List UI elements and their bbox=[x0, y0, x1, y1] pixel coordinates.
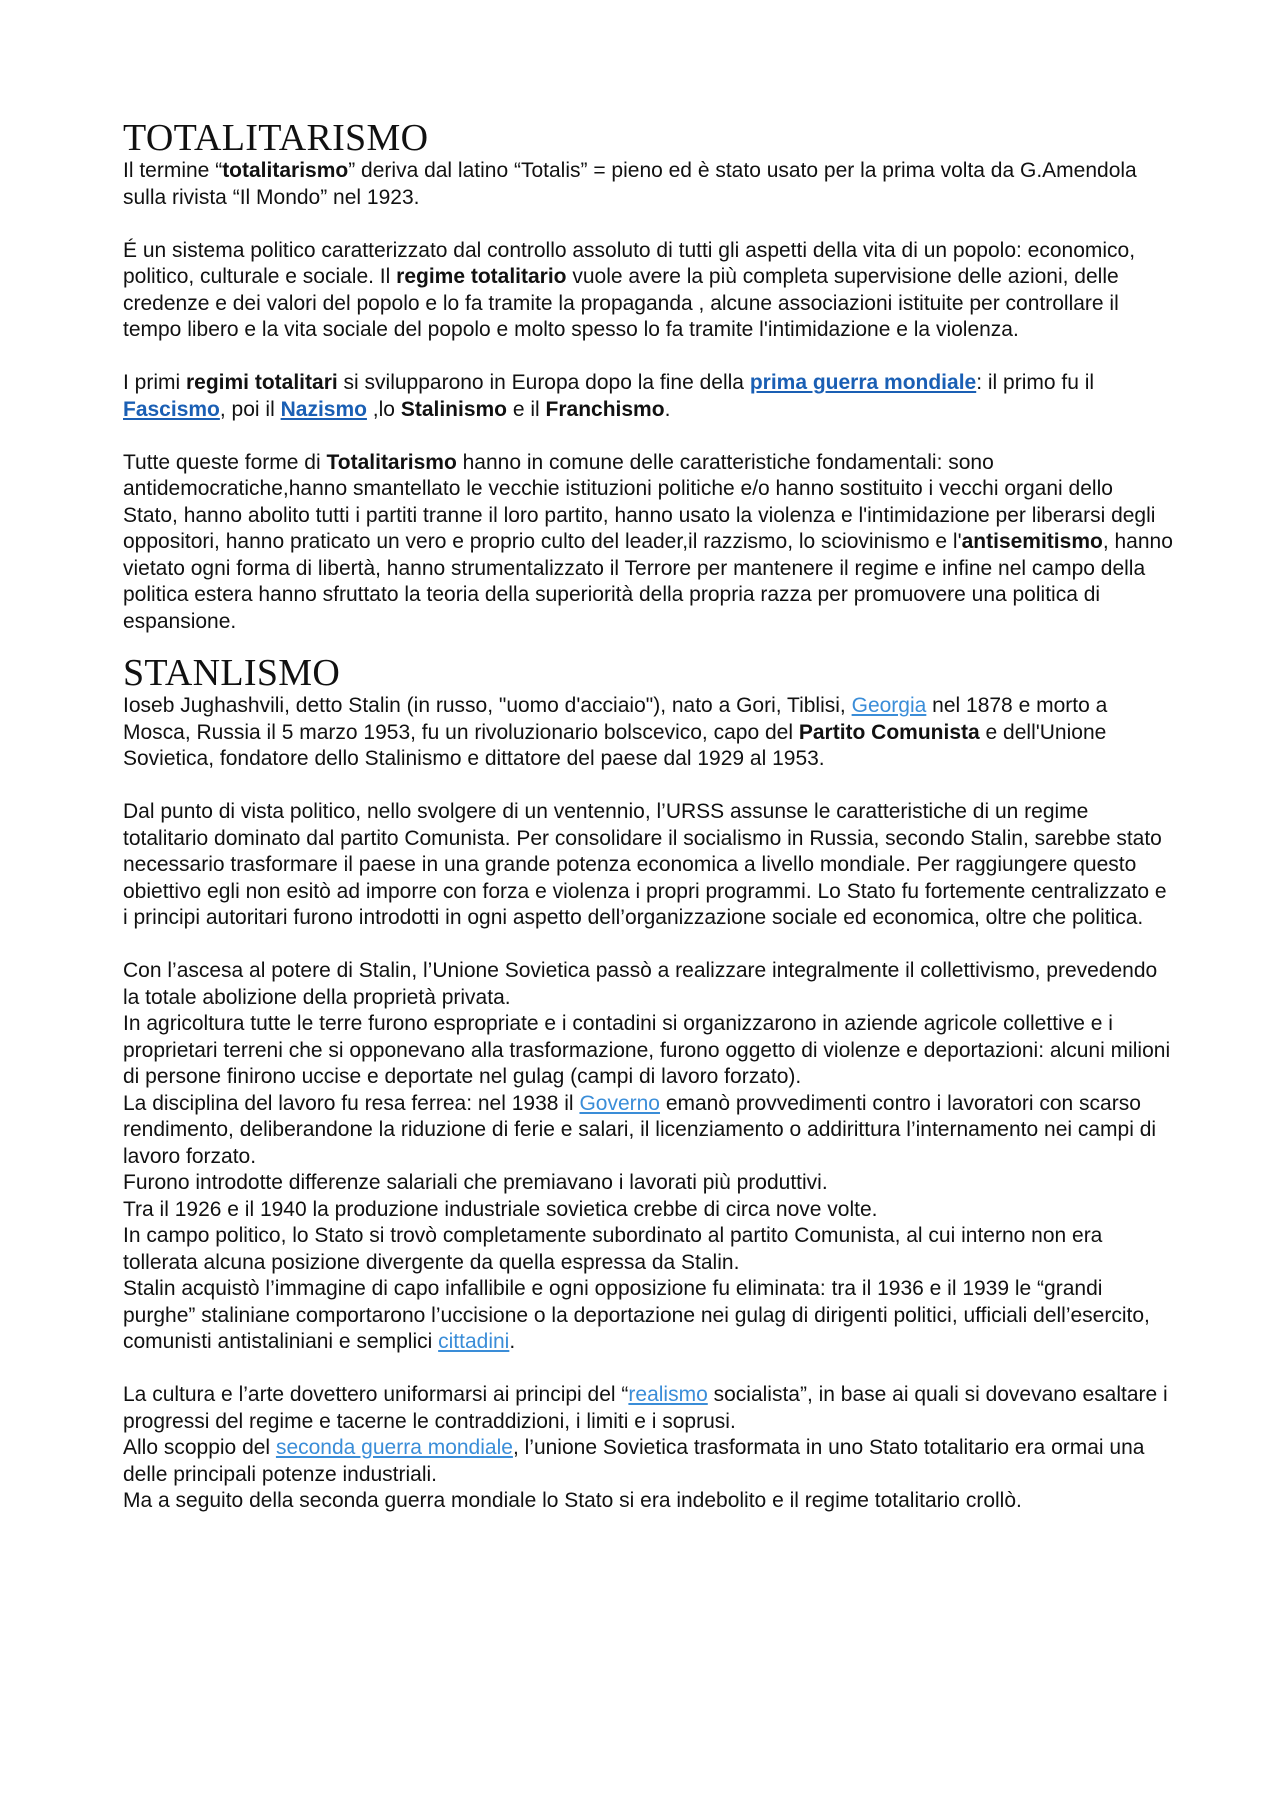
text: e il bbox=[507, 397, 546, 421]
text: emanò provvedimenti contro i lavoratori con scarso rendimento, deliberandone la riduzione di ferie e salari, il licenziamento o addirittura l’internamento nei campi di lavoro forzato. bbox=[123, 1091, 1157, 1168]
bold-term: antisemitismo bbox=[961, 530, 1103, 553]
text: vuole avere la più completa supervisione delle azioni, delle credenze e dei valori del popolo e lo fa tramite la propaganda , alcune associazioni istituite per controllare il tempo libero e la vita sociale del popolo e molto spesso lo fa tramite l'intimidazione e la violenza. bbox=[123, 265, 1119, 341]
text: Ioseb Jughashvili, detto Stalin (in russo, "uomo d'acciaio"), nato a Gori, Tiblisi, bbox=[123, 694, 852, 717]
text: : il primo fu il bbox=[976, 371, 1095, 394]
section-title-totalitarismo: TOTALITARISMO bbox=[123, 117, 429, 159]
text: La cultura e l’arte dovettero uniformarsi ai principi del “ bbox=[123, 1383, 629, 1406]
text: socialista”, in base ai quali si dovevano esaltare i progressi del regime e tacerne le contraddizioni, i limiti e i soprusi. bbox=[123, 1383, 1168, 1433]
bold-term: Totalitarismo bbox=[326, 450, 457, 474]
text: La disciplina del lavoro fu resa ferrea: nel 1938 il bbox=[123, 1091, 580, 1115]
link-fascismo[interactable]: Fascismo bbox=[123, 397, 220, 421]
text: hanno in comune delle caratteristiche fondamentali: sono antidemocratiche,hanno smantellato le vecchie istituzioni politiche e/o hanno sostituito i vecchi organi dello Stato, hanno abolito tutti i partiti tranne il loro partito, hanno usato la violenza e l'intimidazione per liberarsi degli oppositori, hanno praticato un vero e proprio culto del leader,il razzismo, lo sciovinismo e l' bbox=[123, 450, 1156, 553]
text: ,lo bbox=[366, 397, 401, 421]
paragraph-state-party: In campo politico, lo Stato si trovò completamente subordinato al partito Comunista, al cui interno non era tollerata alcuna posizione divergente da quella espressa da Stalin. bbox=[123, 1224, 1103, 1274]
paragraph-first-regimes bbox=[123, 370, 1173, 423]
text: I primi bbox=[123, 371, 186, 394]
bold-term: Franchismo bbox=[545, 397, 665, 421]
paragraph-definition bbox=[123, 158, 1173, 211]
paragraph-culture bbox=[123, 1382, 1173, 1435]
text: . bbox=[509, 1330, 516, 1353]
paragraph-agriculture: In agricoltura tutte le terre furono espropriate e i contadini si organizzarono in aziende agricole collettive e i proprietari terreni che si opponevano alla trasformazione, furono oggetto di violenze e deportazioni: alcuni milioni di persone finirono uccise e deportate nel gulag (campi di lavoro forzato). bbox=[123, 1012, 1171, 1088]
paragraph-collapse: Ma a seguito della seconda guerra mondiale lo Stato si era indebolito e il regime totalitario crollò. bbox=[123, 1489, 1022, 1512]
text: Tutte queste forme di bbox=[123, 450, 327, 474]
paragraph-system bbox=[123, 238, 1173, 344]
paragraph-politics: Dal punto di vista politico, nello svolgere di un ventennio, l’URSS assunse le caratteristiche di un regime totalitario dominato dal partito Comunista. Per consolidare il socialismo in Russia, secondo Stalin, sarebbe stato necessario trasformare il paese in una grande potenza economica a livello mondiale. Per raggiungere questo obiettivo egli non esitò ad imporre con forza e violenza i propri programmi. Lo Stato fu fortemente centralizzato e i principi autoritari furono introdotti in ogni aspetto dell’organizzazione sociale ed economica, oltre che politica. bbox=[123, 800, 1167, 929]
text: ” deriva dal latino “Totalis” = pieno ed è stato usato per la prima volta da G.Amendola sulla rivista “Il Mondo” nel 1923. bbox=[123, 159, 1137, 209]
bold-term: regimi totalitari bbox=[186, 371, 338, 394]
document-page bbox=[123, 118, 1173, 1515]
text: É un sistema politico caratterizzato dal controllo assoluto di tutti gli aspetti della vita di un popolo: economico, politico, culturale e sociale. Il bbox=[123, 238, 1136, 288]
paragraph-wages: Furono introdotte differenze salariali che premiavano i lavorati più produttivi. bbox=[123, 1171, 828, 1194]
text: Il termine “ bbox=[123, 159, 223, 182]
link-cittadini[interactable]: cittadini bbox=[438, 1330, 510, 1353]
paragraph-characteristics bbox=[123, 450, 1173, 636]
link-prima-guerra-mondiale[interactable]: prima guerra mondiale bbox=[749, 371, 977, 394]
paragraph-purges bbox=[123, 1276, 1173, 1356]
text: Stalin acquistò l’immagine di capo infallibile e ogni opposizione fu eliminata: tra il 1936 e il 1939 le “grandi purghe” staliniane comportarono l’uccisione o la deportazione nei gulag di dirigenti politici, ufficiali dell’esercito, comunisti antistaliniani e semplici bbox=[123, 1277, 1150, 1353]
paragraph-collectivism: Con l’ascesa al potere di Stalin, l’Unione Sovietica passò a realizzare integralmente il collettivismo, prevedendo la totale abolizione della proprietà privata. bbox=[123, 959, 1158, 1009]
paragraph-stalin-bio bbox=[123, 693, 1173, 773]
paragraph-ww2 bbox=[123, 1435, 1173, 1488]
link-georgia[interactable]: Georgia bbox=[851, 694, 927, 717]
bold-term: Partito Comunista bbox=[798, 720, 980, 744]
text: si svilupparono in Europa dopo la fine della bbox=[337, 371, 750, 394]
text: , l’unione Sovietica trasformata in uno Stato totalitario era ormai una delle principali potenze industriali. bbox=[123, 1436, 1145, 1486]
section-title-stanlismo: STANLISMO bbox=[123, 652, 341, 694]
link-realismo[interactable]: realismo bbox=[628, 1383, 708, 1406]
paragraph-labor bbox=[123, 1091, 1173, 1171]
text: . bbox=[664, 397, 671, 421]
link-nazismo[interactable]: Nazismo bbox=[280, 397, 367, 421]
text: e dell'Unione Sovietica, fondatore dello Stalinismo e dittatore del paese dal 1929 al 1953. bbox=[123, 720, 1107, 770]
link-governo[interactable]: Governo bbox=[579, 1091, 660, 1115]
text: nel 1878 e morto a Mosca, Russia il 5 marzo 1953, fu un rivoluzionario bolscevico, capo del bbox=[123, 694, 1108, 744]
paragraph-production: Tra il 1926 e il 1940 la produzione industriale sovietica crebbe di circa nove volte. bbox=[123, 1197, 878, 1221]
link-seconda-guerra-mondiale[interactable]: seconda guerra mondiale bbox=[275, 1436, 513, 1459]
bold-term: regime totalitario bbox=[396, 265, 567, 288]
bold-term: totalitarismo bbox=[222, 159, 349, 182]
text: , poi il bbox=[219, 397, 281, 421]
text: , hanno vietato ogni forma di libertà, hanno strumentalizzato il Terrore per mantenere il regime e infine nel campo della politica estera hanno sfruttato la teoria della superiorità della propria razza per promuovere una politica di espansione. bbox=[123, 530, 1173, 633]
bold-term: Stalinismo bbox=[400, 397, 508, 421]
text: Allo scoppio del bbox=[123, 1436, 276, 1459]
